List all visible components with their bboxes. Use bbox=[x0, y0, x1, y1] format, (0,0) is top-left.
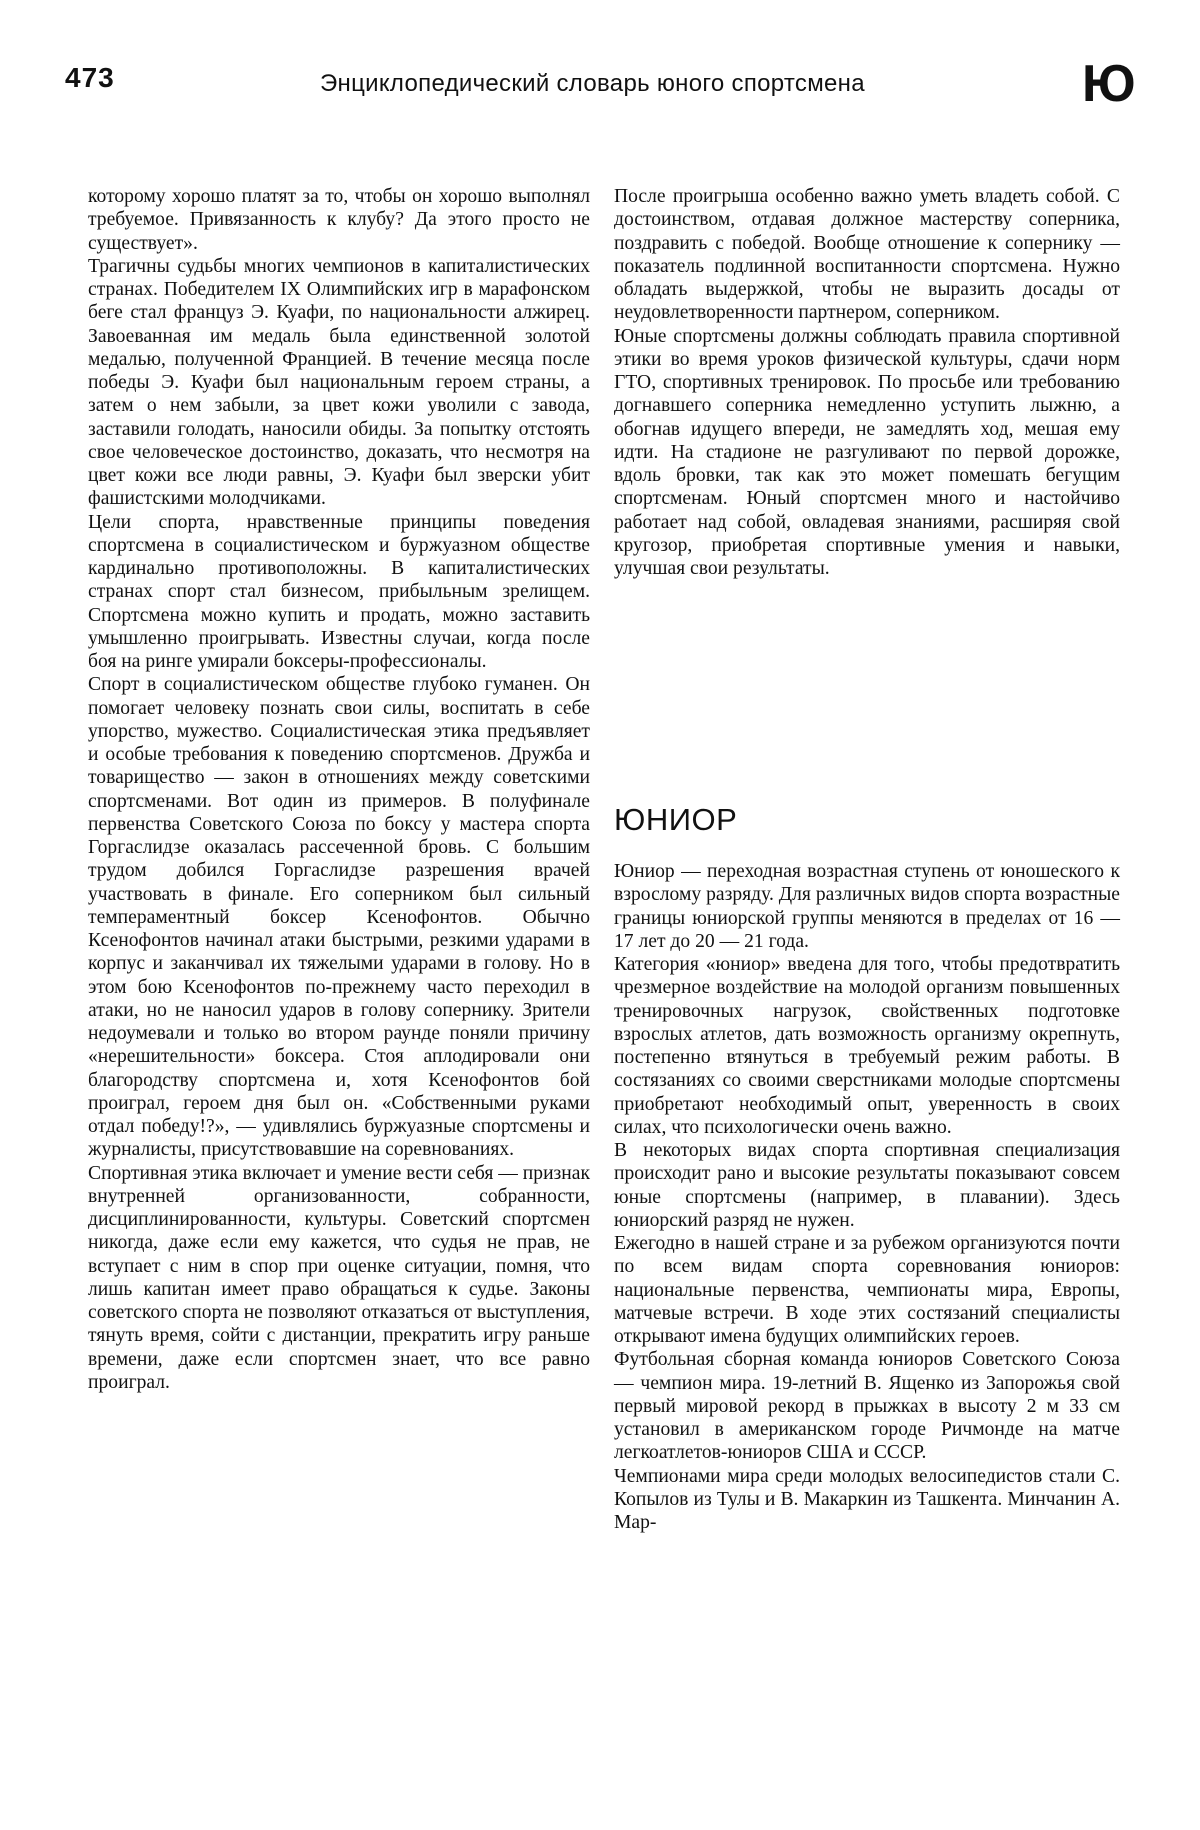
paragraph: Ежегодно в нашей стране и за рубежом организуются почти по всем видам спорта соревнования юниоров: национальные первенства, чемпионаты мира, Европы, матчевые встречи. В ходе этих состязаний специалисты открывают имена будущих олимпийских героев. bbox=[614, 1233, 1120, 1347]
paragraph: Спорт в социалистическом обществе глубоко гуманен. Он помогает человеку познать свои силы, воспитать в себе упорство, мужество. Социалистическая этика предъявляет и особые требования к поведению спортсменов. Дружба и товарищество — закон в отношениях между советскими спортсменами. Вот один из примеров. В полуфинале первенства Советского Союза по боксу у мастера спорта Горгаслидзе оказалась рассеченной бровь. С большим трудом добился Горгаслидзе разрешения врачей участвовать в финале. Его соперником был сильный темпераментный боксер Ксенофонтов. Обычно Ксенофонтов начинал атаки быстрыми, резкими ударами в корпус и заканчивал их тяжелыми ударами в голову. Но в этом бою Ксенофонтов по-прежнему часто переходил в атаки, но не наносил ударов в голову сопернику. Зрители недоумевали и только во втором раунде поняли причину «нерешительности» боксера. Стоя аплодировали они благородству спортсмена и, хотя Ксенофонтов бой проиграл, героем дня был он. «Собственными руками отдал победу!?», — удивлялись буржуазные спортсмены и журналисты, присутствовавшие на соревнованиях. bbox=[88, 674, 590, 1161]
paragraph: Чемпионами мира среди молодых велосипедистов стали С. Копылов из Тулы и В. Макаркин из Ташкента. Минчанин А. Мар- bbox=[614, 1465, 1120, 1533]
paragraph: Спортивная этика включает и умение вести себя — признак внутренней организованности, собранности, дисциплинированности, культуры. Советский спортсмен никогда, даже если ему кажется, что судья не прав, не вступает с ним в спор при оценке ситуации, помня, что лишь капитан имеет право обращаться к судье. Законы советского спорта не позволяют отказаться от выступления, тянуть время, сойти с дистанции, прекратить игру раньше времени, даже если спортсмен знает, что все равно проиграл. bbox=[88, 1162, 590, 1393]
paragraph: Юниор — переходная возрастная ступень от юношеского к взрослому разряду. Для различных видов спорта возрастные границы юниорской группы меняются в пределах от 16 — 17 лет до 20 — 21 года. bbox=[614, 861, 1120, 952]
right-column-top bbox=[614, 185, 1120, 580]
entry-heading: ЮНИОР bbox=[614, 802, 738, 837]
paragraph: После проигрыша особенно важно уметь владеть собой. С достоинством, отдавая должное мастерству соперника, поздравить с победой. Вообще отношение к сопернику — показатель подлинной воспитанности спортсмена. Нужно обладать выдержкой, чтобы не выразить досады от неудовлетворенности партнером, соперником. bbox=[614, 186, 1120, 324]
page-header bbox=[0, 0, 1200, 120]
paragraph: Цели спорта, нравственные принципы поведения спортсмена в социалистическом и буржуазном обществе кардинально противоположны. В капиталистических странах спорт стал бизнесом, прибыльным зрелищем. Спортсмена можно купить и продать, можно заставить умышленно проигрывать. Известны случаи, когда после боя на ринге умирали боксеры-профессионалы. bbox=[88, 511, 590, 672]
paragraph: В некоторых видах спорта спортивная специализация происходит рано и высокие результаты показывают совсем юные спортсмены (например, в плавании). Здесь юниорский разряд не нужен. bbox=[614, 1140, 1120, 1231]
left-column bbox=[88, 185, 590, 1394]
paragraph: Категория «юниор» введена для того, чтобы предотвратить чрезмерное воздействие на молодой организм повышенных тренировочных нагрузок, свойственных подготовке взрослых атлетов, дать возможность организму окрепнуть, постепенно втянуться в требуемый режим работы. В состязаниях со своими сверстниками молодые спортсмены приобретают необходимый опыт, уверенность в своих силах, что психологически очень важно. bbox=[614, 954, 1120, 1138]
paragraph: Трагичны судьбы многих чемпионов в капиталистических странах. Победителем IX Олимпийских игр в марафонском беге стал француз Э. Куафи, по национальности алжирец. Завоеванная им медаль была единственной золотой медалью, полученной Францией. В течение месяца после победы Э. Куафи был национальным героем страны, а затем о нем забыли, за цвет кожи уволили с завода, заставили голодать, наносили обиды. За попытку отстоять свое человеческое достоинство, доказать, что несмотря на цвет кожи все люди равны, Э. Куафи был зверски убит фашистскими молодчиками. bbox=[88, 255, 590, 510]
paragraph: Юные спортсмены должны соблюдать правила спортивной этики во время уроков физической культуры, сдачи норм ГТО, спортивных тренировок. По просьбе или требованию догнавшего соперника немедленно уступить лыжню, а обогнав идущего впереди, не замедлять ход, мешая ему идти. На стадионе не разгуливают по первой дорожке, вдоль бровки, так как это может помешать бегущим спортсменам. Юный спортсмен много и настойчиво работает над собой, овладевая знаниями, расширяя свой кругозор, приобретая спортивные умения и навыки, улучшая свои результаты. bbox=[614, 325, 1120, 579]
running-title: Энциклопедический словарь юного спортсмена bbox=[320, 70, 865, 97]
page-number: 473 bbox=[65, 62, 115, 93]
section-letter: Ю bbox=[1082, 55, 1136, 113]
paragraph: которому хорошо платят за то, чтобы он хорошо выполнял требуемое. Привязанность к клубу? Да этого просто не существует». bbox=[88, 186, 590, 254]
entry-body bbox=[614, 860, 1120, 1534]
paragraph: Футбольная сборная команда юниоров Советского Союза — чемпион мира. 19-летний В. Ященко из Запорожья свой первый мировой рекорд в прыжках в высоту 2 м 33 см установил в американском городе Ричмонде на матче легкоатлетов-юниоров США и СССР. bbox=[614, 1349, 1120, 1464]
